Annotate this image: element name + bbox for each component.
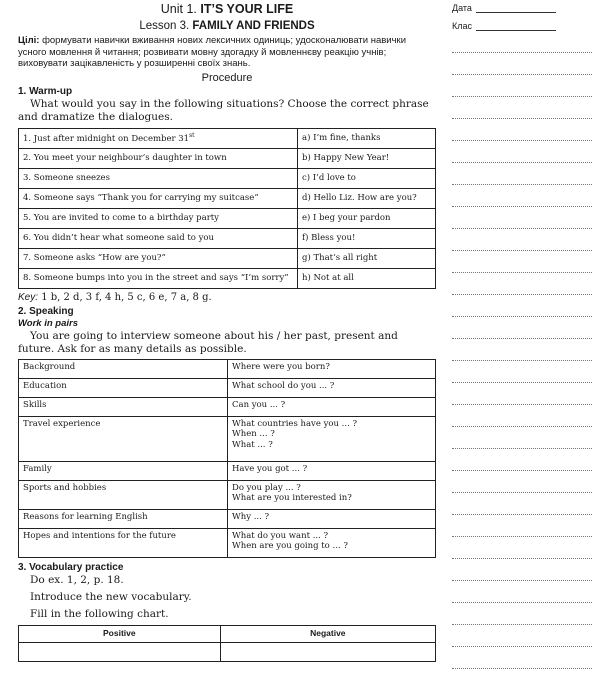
warmup-row	[19, 228, 436, 248]
chart-header-positive: Positive	[19, 625, 221, 642]
interview-row	[19, 378, 436, 397]
aims-label: Цілі:	[18, 35, 40, 46]
question-text: Can you ... ?	[232, 399, 286, 410]
situation-cell	[19, 268, 298, 288]
situation-cell	[19, 188, 298, 208]
note-line	[452, 426, 592, 427]
note-line	[452, 536, 592, 537]
questions-cell	[228, 378, 436, 397]
interview-row	[19, 359, 436, 378]
phrase-cell: c) I’d love to	[298, 168, 436, 188]
situation-text: 5. You are invited to come to a birthday party	[23, 212, 219, 223]
note-line	[452, 668, 592, 669]
note-line	[452, 338, 592, 339]
note-line	[452, 492, 592, 493]
note-line	[452, 228, 592, 229]
interview-row	[19, 397, 436, 416]
situation-text: 2. You meet your neighbour’s daughter in town	[23, 152, 227, 163]
topic-cell: Education	[19, 378, 228, 397]
note-line	[452, 448, 592, 449]
situation-cell	[19, 228, 298, 248]
interview-row	[19, 509, 436, 528]
note-line	[452, 96, 592, 97]
chart-cell-negative[interactable]	[220, 642, 435, 661]
question-text: When are you going to ... ?	[232, 541, 348, 551]
phrase-cell: g) That’s all right	[298, 248, 436, 268]
situation-text: 3. Someone sneezes	[23, 172, 110, 183]
note-line	[452, 360, 592, 361]
questions-cell	[228, 461, 436, 480]
warmup-row	[19, 128, 436, 148]
phrase-cell: d) Hello Liz. How are you?	[298, 188, 436, 208]
vocab-chart	[18, 625, 436, 662]
chart-header-negative: Negative	[220, 625, 435, 642]
note-line	[452, 470, 592, 471]
question-text: What school do you ... ?	[232, 380, 335, 391]
procedure-heading: Procedure	[201, 71, 253, 84]
situation-text: 1. Just after midnight on December 31	[23, 134, 190, 145]
interview-row	[19, 480, 436, 509]
note-line	[452, 250, 592, 251]
note-line	[452, 624, 592, 625]
situation-text: 7. Someone asks “How are you?”	[23, 252, 166, 263]
lesson-plan	[18, 0, 436, 662]
situation-cell	[19, 248, 298, 268]
situation-text: 4. Someone says “Thank you for carrying my suitcase”	[23, 192, 259, 203]
situation-cell	[19, 128, 298, 148]
question-text: What ... ?	[232, 439, 273, 450]
situation-cell	[19, 148, 298, 168]
interview-row	[19, 416, 436, 461]
situation-superscript: st	[189, 132, 195, 140]
note-line	[452, 118, 592, 119]
aims	[18, 35, 436, 70]
topic-cell: Family	[19, 461, 228, 480]
situation-text: 6. You didn’t hear what someone said to you	[23, 232, 214, 243]
phrase-cell: a) I’m fine, thanks	[298, 128, 436, 148]
class-input[interactable]	[476, 21, 556, 31]
unit-title	[18, 1, 436, 18]
topic-cell: Reasons for learning English	[19, 509, 228, 528]
vocab-line-1: Do ex. 1, 2, p. 18.	[30, 573, 124, 586]
warmup-table	[18, 128, 436, 289]
key-label: Key:	[18, 291, 39, 303]
date-input[interactable]	[476, 3, 556, 13]
situation-text: 8. Someone bumps into you in the street and says “I’m sorry”	[23, 272, 289, 283]
warmup-row	[19, 268, 436, 288]
note-line	[452, 162, 592, 163]
note-line	[452, 294, 592, 295]
aims-text: формувати навички вживання нових лексичних одиниць; удосконалювати навички усного мовлення й читання; розвивати мовну здогадку й мовленнєву реакцію учнів; виховувати зацікавленість у розширенні своїх знань.	[18, 35, 407, 69]
question-text: Do you play ... ?	[232, 482, 301, 493]
vocab-line-2: Introduce the new vocabulary.	[30, 590, 192, 603]
question-text: Where were you born?	[232, 361, 330, 372]
warmup-heading: 1. Warm-up	[18, 85, 73, 97]
margin-notes	[448, 0, 598, 687]
warmup-row	[19, 208, 436, 228]
class-label: Клас	[452, 21, 472, 31]
note-line	[452, 646, 592, 647]
note-line	[452, 272, 592, 273]
vocabulary-heading: 3. Vocabulary practice	[18, 561, 124, 573]
note-line	[452, 74, 592, 75]
note-line	[452, 580, 592, 581]
warmup-row	[19, 188, 436, 208]
questions-cell	[228, 416, 436, 461]
unit-name: IT’S YOUR LIFE	[200, 2, 294, 16]
speaking-instruction: You are going to interview someone about his / her past, present and future. Ask for as many details as possible.	[18, 329, 398, 355]
answer-key	[18, 291, 436, 305]
vocab-line-3: Fill in the following chart.	[30, 607, 169, 620]
note-line	[452, 140, 592, 141]
topic-cell: Background	[19, 359, 228, 378]
note-line	[452, 404, 592, 405]
question-text: Why ... ?	[232, 511, 270, 522]
date-label: Дата	[452, 3, 472, 13]
warmup-row	[19, 148, 436, 168]
interview-row	[19, 461, 436, 480]
note-line	[452, 602, 592, 603]
warmup-row	[19, 168, 436, 188]
lesson-name: FAMILY AND FRIENDS	[192, 20, 315, 32]
topic-cell: Travel experience	[19, 416, 228, 461]
question-text: Have you got ... ?	[232, 463, 308, 474]
topic-cell: Hopes and intentions for the future	[19, 528, 228, 557]
questions-cell	[228, 397, 436, 416]
note-line	[452, 558, 592, 559]
warmup-row	[19, 248, 436, 268]
note-line	[452, 206, 592, 207]
questions-cell	[228, 359, 436, 378]
situation-cell	[19, 208, 298, 228]
speaking-heading: 2. Speaking	[18, 305, 74, 317]
interview-row	[19, 528, 436, 557]
unit-prefix: Unit 1.	[160, 2, 197, 16]
note-line	[452, 316, 592, 317]
question-text: What are you interested in?	[232, 493, 352, 503]
speaking-mode: Work in pairs	[18, 317, 79, 329]
questions-cell	[228, 480, 436, 509]
warmup-instruction: What would you say in the following situations? Choose the correct phrase and dramatize the dialogues.	[18, 97, 429, 123]
situation-cell	[19, 168, 298, 188]
date-field	[452, 3, 556, 13]
question-text: What do you want ... ?	[232, 530, 329, 541]
note-line	[452, 382, 592, 383]
note-line	[452, 52, 592, 53]
topic-cell: Sports and hobbies	[19, 480, 228, 509]
questions-cell	[228, 528, 436, 557]
key-text: 1 b, 2 d, 3 f, 4 h, 5 c, 6 e, 7 a, 8 g.	[41, 291, 212, 303]
phrase-cell: b) Happy New Year!	[298, 148, 436, 168]
note-line	[452, 514, 592, 515]
question-text: When ... ?	[232, 429, 275, 439]
phrase-cell: e) I beg your pardon	[298, 208, 436, 228]
class-field	[452, 21, 556, 31]
interview-table	[18, 359, 436, 558]
lesson-prefix: Lesson 3.	[139, 20, 190, 32]
chart-cell-positive[interactable]	[19, 642, 221, 661]
phrase-cell: h) Not at all	[298, 268, 436, 288]
note-line	[452, 184, 592, 185]
lesson-title	[18, 18, 436, 34]
question-text: What countries have you ... ?	[232, 418, 358, 429]
questions-cell	[228, 509, 436, 528]
topic-cell: Skills	[19, 397, 228, 416]
phrase-cell: f) Bless you!	[298, 228, 436, 248]
